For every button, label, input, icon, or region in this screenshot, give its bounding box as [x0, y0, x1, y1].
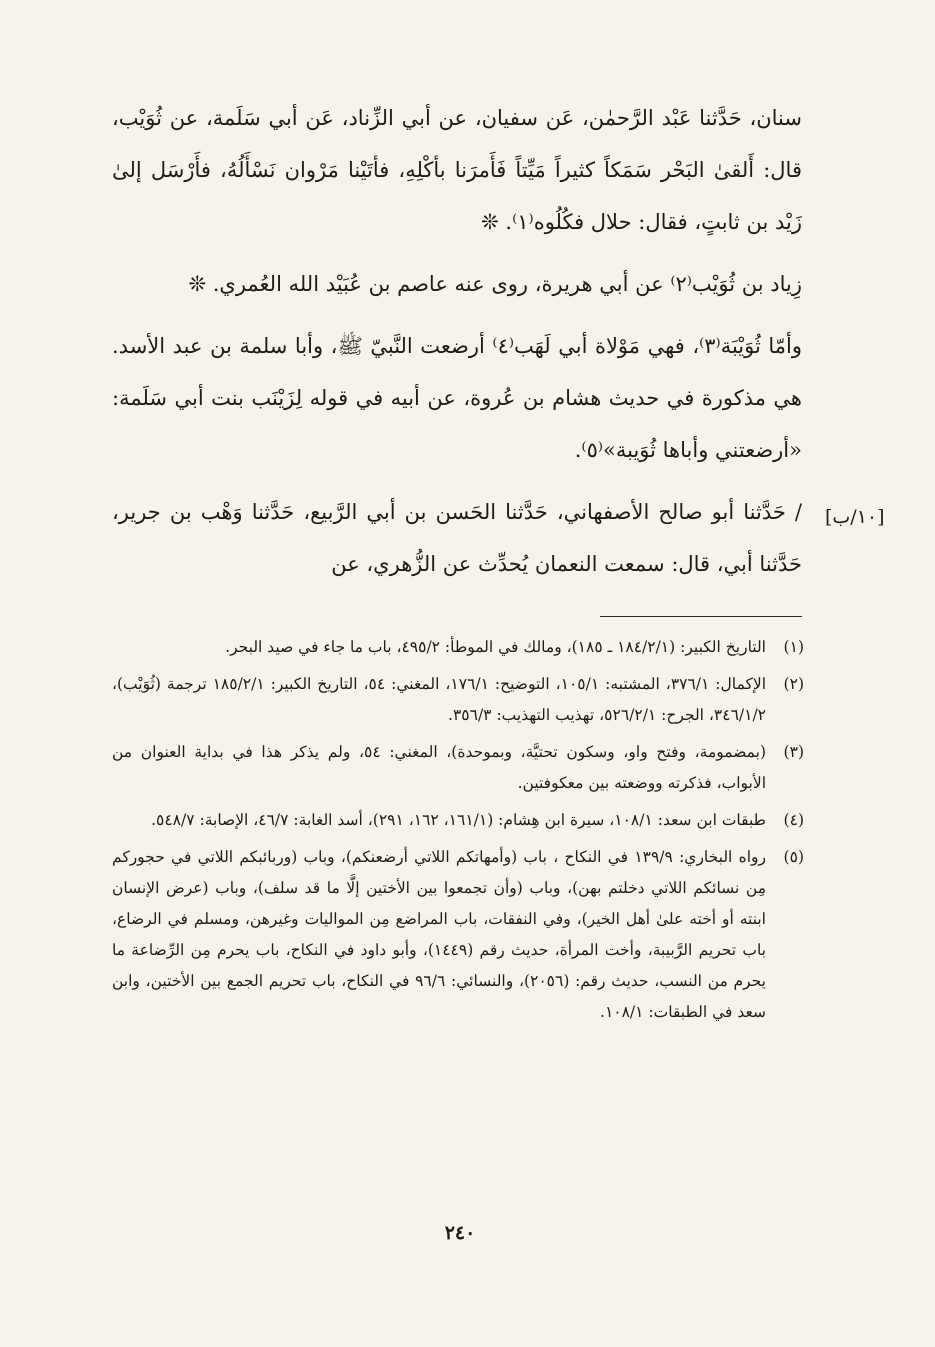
footnote-text: طبقات ابن سعد: ١٠٨/١، سيرة ابن هِشام: (١٦١/١، ١٦٢، ٢٩١)، أسد الغابة: ٤٦/٧، الإصابة: ٥٤٨/٧. [151, 811, 766, 829]
footnote-text: الإكمال: ٣٧٦/١، المشتبه: ١٠٥/١، التوضيح: ١٧٦/١، المغني: ٥٤، التاريخ الكبير: ١٨٥/٢/١ ترجمة (ثُوَيْب)، ٣٤٦/١/٢، الجرح: ٥٢٦/٢/١، تهذيب التهذيب: ٣٥٦/٣. [112, 675, 766, 724]
footnote-text: رواه البخاري: ١٣٩/٩ في النكاح ، باب (وأمهاتكم اللاتي أرضعنكم)، وباب (وربائبكم اللاتي في حجوركم مِن نسائكم اللاتي دخلتم بهن)، وباب (وأن تجمعوا بين الأختين إلَّا ما قد سلف)، وباب (عرض الإنسان ابنته أو أخته علىٰ أهل الخير)، وفي النفقات، باب المراضع مِن المواليات وغيرهن، ومسلم في الرضاع، باب تحريم الرَّبيبة، وأخت المرأة، حديث رقم (١٤٤٩)، وأبو داود في النكاح، باب يحرم مِن الرِّضاعة ما يحرم من النسب، حديث رقم: (٢٠٥٦)، والنسائي: ٩٦/٦ في النكاح، باب تحريم الجمع بين الأختين، وابن سعد في الطبقات: ١٠٨/١. [112, 848, 767, 1021]
footnote-text: التاريخ الكبير: (١٨٤/٢/١ ـ ١٨٥)، ومالك في الموطأ: ٤٩٥/٢، باب ما جاء في صيد البحر. [225, 638, 766, 656]
paragraph-1: سنان، حَدَّثنا عَبْد الرَّحمٰن، عَن سفيان، عن أبي الزِّناد، عَن أبي سَلَمة، عن ثُوَيْب، قال: أَلقىٰ البَحْر سَمَكاً كثيراً مَيِّتاً فَأَمرَنا بأكْلِهِ، فأتَيْنا مَرْوان نَسْأَلُهُ، فأَرْسَل إلىٰ زَيْد بن ثابتٍ، فقال: حلال فكُلُوه⁽١⁾. ❊ [112, 106, 802, 234]
paragraph-4: / حَدَّثنا أبو صالح الأصفهاني، حَدَّثنا الحَسن بن أبي الرَّبيع، حَدَّثنا وَهْب بن جرير، حَدَّثنا أبي، قال: سمعت النعمان يُحدِّث عن الزُّهري، عن [112, 500, 802, 576]
main-text-block [112, 92, 802, 600]
footnote-number: (٣) [783, 743, 804, 761]
footnote-number: (٤) [783, 811, 804, 829]
manuscript-folio-marker: [١٠/ب] [825, 506, 885, 528]
paragraph-2: زِياد بن ثُوَيْب⁽٢⁾ عن أبي هريرة، روى عنه عاصم بن عُبَيْد الله العُمري. ❊ [188, 272, 802, 296]
footnote-number: (٥) [783, 848, 804, 866]
paragraph-3: وأمّا ثُوَيْبَة⁽٣⁾، فهي مَوْلاة أبي لَهَب⁽٤⁾ أرضعت النَّبيّ ﷺ، وأبا سلمة بن عبد الأسد. هي مذكورة في حديث هشام بن عُروة، عن أبيه في قوله لِزَيْنَب بنت أبي سَلَمة: «أرضعتني وأباها ثُوَيبة»⁽٥⁾. [112, 334, 802, 462]
footnote-5 [112, 842, 804, 1028]
footnote-2 [112, 669, 804, 731]
footnote-number: (١) [783, 638, 804, 656]
footnote-separator [600, 616, 802, 617]
footnote-4 [112, 805, 804, 836]
footnote-text: (بمضمومة، وفتح واو، وسكون تحتيَّة، وبموحدة)، المغني: ٥٤، ولم يذكر هذا في بداية العنوان من الأبواب، فذكرته ووضعته بين معكوفتين. [112, 743, 766, 792]
footnotes-section [112, 632, 804, 1034]
footnote-number: (٢) [783, 675, 804, 693]
page-number: ٢٤٠ [444, 1222, 476, 1244]
footnote-1 [112, 632, 804, 663]
footnote-3 [112, 737, 804, 799]
